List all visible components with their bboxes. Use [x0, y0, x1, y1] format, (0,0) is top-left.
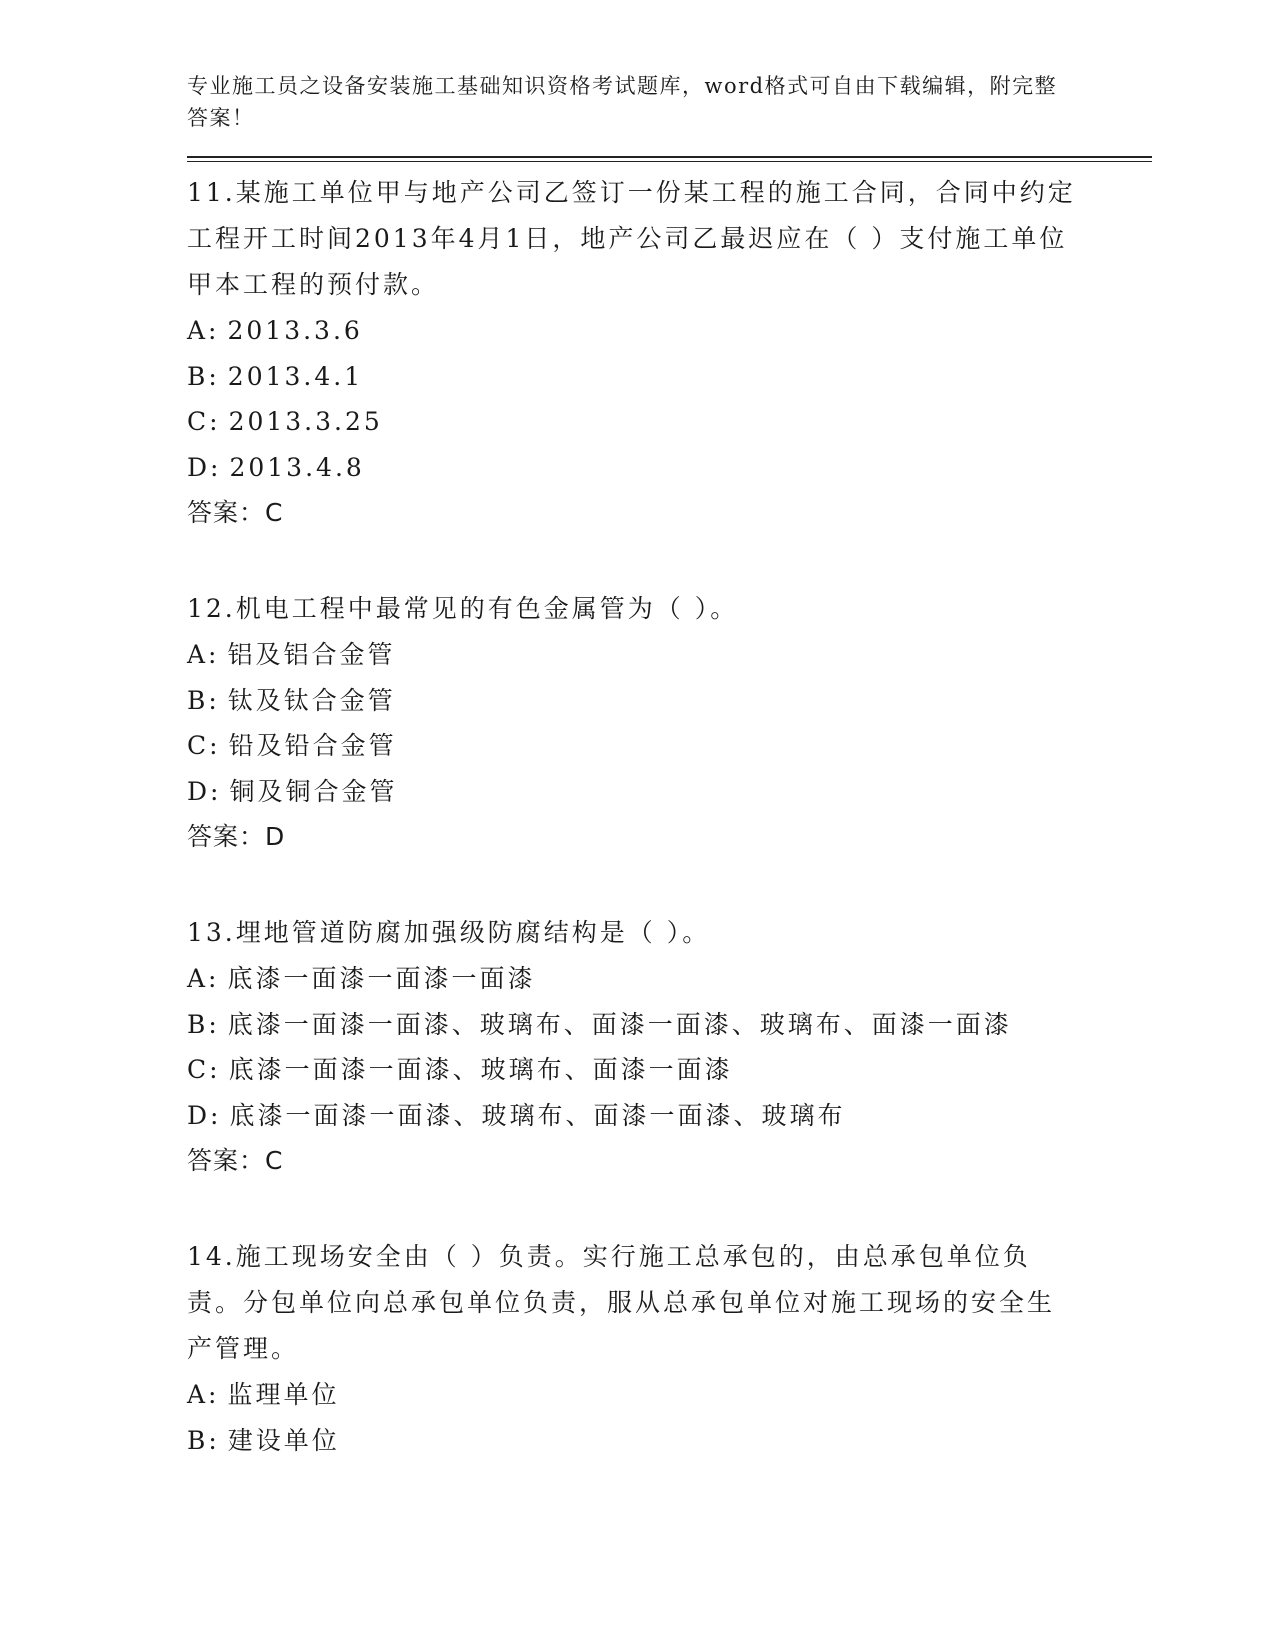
option-letter: B: — [187, 361, 220, 391]
option-text: 铜及铜合金管 — [229, 776, 398, 806]
divider-thin-line — [187, 161, 1152, 162]
option-d — [187, 769, 1152, 815]
option-letter: A: — [187, 1380, 220, 1409]
question-stem: 11.某施工单位甲与地产公司乙签订一份某工程的施工合同，合同中约定工程开工时间2013年4月1日，地产公司乙最迟应在（ ）支付施工单位甲本工程的预付款。 — [187, 178, 1076, 299]
option-text: 2013.3.25 — [228, 407, 383, 436]
answer-line: 答案：C — [187, 1146, 284, 1175]
option-text: 底漆一面漆一面漆、玻璃布、面漆一面漆 — [228, 1055, 733, 1084]
option-d — [187, 1093, 1152, 1139]
option-c — [187, 399, 1152, 445]
answer-line: 答案：C — [187, 498, 284, 527]
option-letter: A: — [187, 964, 220, 993]
option-letter: B: — [187, 1009, 220, 1039]
option-a — [187, 308, 1152, 354]
option-text: 监理单位 — [227, 1380, 340, 1409]
question-12 — [187, 586, 1152, 860]
option-b — [187, 678, 1152, 724]
option-text: 底漆一面漆一面漆、玻璃布、面漆一面漆、玻璃布 — [229, 1100, 846, 1130]
divider-thick-line — [187, 156, 1152, 158]
option-a — [187, 1372, 1152, 1418]
option-text: 建设单位 — [227, 1425, 340, 1455]
option-letter: C: — [187, 1055, 221, 1084]
question-stem: 14.施工现场安全由（ ）负责。实行施工总承包的，由总承包单位负责。分包单位向总承包单位负责，服从总承包单位对施工现场的安全生产管理。 — [187, 1242, 1056, 1363]
option-letter: A: — [187, 316, 220, 345]
option-letter: A: — [187, 640, 220, 669]
question-stem: 13.埋地管道防腐加强级防腐结构是（ ）。 — [187, 918, 711, 947]
option-text: 2013.3.6 — [227, 316, 363, 345]
option-a — [187, 632, 1152, 678]
option-text: 铅及铅合金管 — [228, 731, 397, 760]
option-letter: C: — [187, 731, 221, 760]
question-11 — [187, 170, 1152, 536]
option-letter: C: — [187, 407, 221, 436]
option-letter: B: — [187, 685, 220, 715]
option-d — [187, 445, 1152, 491]
answer-line: 答案：D — [187, 822, 286, 851]
option-b — [187, 1418, 1152, 1464]
option-text: 2013.4.8 — [229, 452, 365, 482]
option-text: 底漆一面漆一面漆一面漆 — [227, 964, 536, 993]
question-list — [187, 170, 1152, 1463]
option-b — [187, 1002, 1152, 1048]
option-c — [187, 1047, 1152, 1093]
option-a — [187, 956, 1152, 1002]
option-letter: D: — [187, 1100, 222, 1130]
question-13 — [187, 910, 1152, 1184]
document-page — [187, 70, 1152, 1513]
question-14 — [187, 1234, 1152, 1463]
option-text: 2013.4.1 — [227, 361, 364, 391]
option-b — [187, 354, 1152, 400]
question-stem: 12.机电工程中最常见的有色金属管为（ ）。 — [187, 594, 739, 623]
option-c — [187, 723, 1152, 769]
option-text: 铝及铝合金管 — [227, 640, 396, 669]
option-letter: D: — [187, 452, 222, 482]
option-text: 底漆一面漆一面漆、玻璃布、面漆一面漆、玻璃布、面漆一面漆 — [227, 1009, 1012, 1039]
option-text: 钛及钛合金管 — [227, 685, 396, 715]
header-divider — [187, 156, 1152, 162]
option-letter: D: — [187, 776, 222, 806]
document-header: 专业施工员之设备安装施工基础知识资格考试题库，word格式可自由下载编辑，附完整答案！ — [187, 74, 1058, 130]
option-letter: B: — [187, 1425, 220, 1455]
